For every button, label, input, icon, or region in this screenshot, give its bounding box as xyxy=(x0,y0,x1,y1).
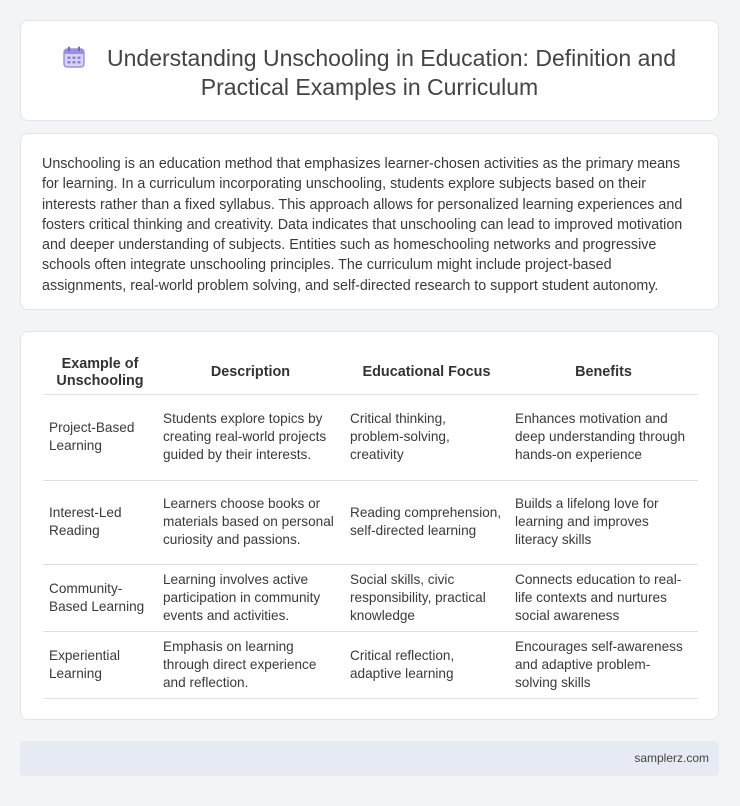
intro-paragraph: Unschooling is an education method that emphasizes learner-chosen activities as the primary means for learning. In a curriculum incorporating unschooling, students explore subjects based on their interests rather than a fixed syllabus. This approach allows for personalized learning experiences and fosters critical thinking and creativity. Data indicates that unschooling can lead to improved motivation and deeper understanding of subjects. Entities such as homeschooling networks and progressive schools often integrate unschooling principles. The curriculum might include project-based assignments, real-world problem solving, and self-directed research to support student autonomy. xyxy=(42,156,683,294)
table-row xyxy=(43,564,698,631)
cell-focus: Critical reflection, adaptive learning xyxy=(344,631,509,698)
cell-description: Learners choose books or materials based on personal curiosity and passions. xyxy=(157,480,344,564)
title-card xyxy=(20,20,719,121)
cell-description: Learning involves active participation in community events and activities. xyxy=(157,564,344,631)
cell-benefits: Enhances motivation and deep understanding through hands-on experience xyxy=(509,394,698,480)
header-example: Example of Unschooling xyxy=(56,355,144,389)
cell-description: Students explore topics by creating real-world projects guided by their interests. xyxy=(157,394,344,480)
cell-example: Community-Based Learning xyxy=(43,564,157,631)
cell-example: Project-Based Learning xyxy=(43,394,157,480)
cell-benefits: Encourages self-awareness and adaptive problem-solving skills xyxy=(509,631,698,698)
table-card xyxy=(20,331,719,720)
table-row xyxy=(43,631,698,698)
header-focus: Educational Focus xyxy=(362,364,491,381)
cell-focus: Reading comprehension, self-directed learning xyxy=(344,480,509,564)
calendar-icon xyxy=(63,46,85,68)
title-line-1: Understanding Unschooling in Education: Definition and xyxy=(107,45,676,71)
intro-card xyxy=(20,133,719,310)
cell-benefits: Connects education to real-life contexts and nurtures social awareness xyxy=(509,564,698,631)
cell-description: Emphasis on learning through direct experience and reflection. xyxy=(157,631,344,698)
footer-site-link[interactable]: samplerz.com xyxy=(634,751,709,765)
cell-benefits: Builds a lifelong love for learning and improves literacy skills xyxy=(509,480,698,564)
table-row xyxy=(43,480,698,564)
table-row xyxy=(43,394,698,480)
cell-focus: Critical thinking, problem-solving, creativity xyxy=(344,394,509,480)
cell-focus: Social skills, civic responsibility, practical knowledge xyxy=(344,564,509,631)
cell-example: Interest-Led Reading xyxy=(43,480,157,564)
header-benefits: Benefits xyxy=(575,364,632,381)
page-title xyxy=(21,44,718,102)
unschooling-table xyxy=(43,352,698,699)
cell-example: Experiential Learning xyxy=(43,631,157,698)
title-line-2: Practical Examples in Curriculum xyxy=(200,74,539,100)
header-description: Description xyxy=(210,364,291,381)
footer xyxy=(20,741,719,776)
table-header-row xyxy=(43,352,698,394)
